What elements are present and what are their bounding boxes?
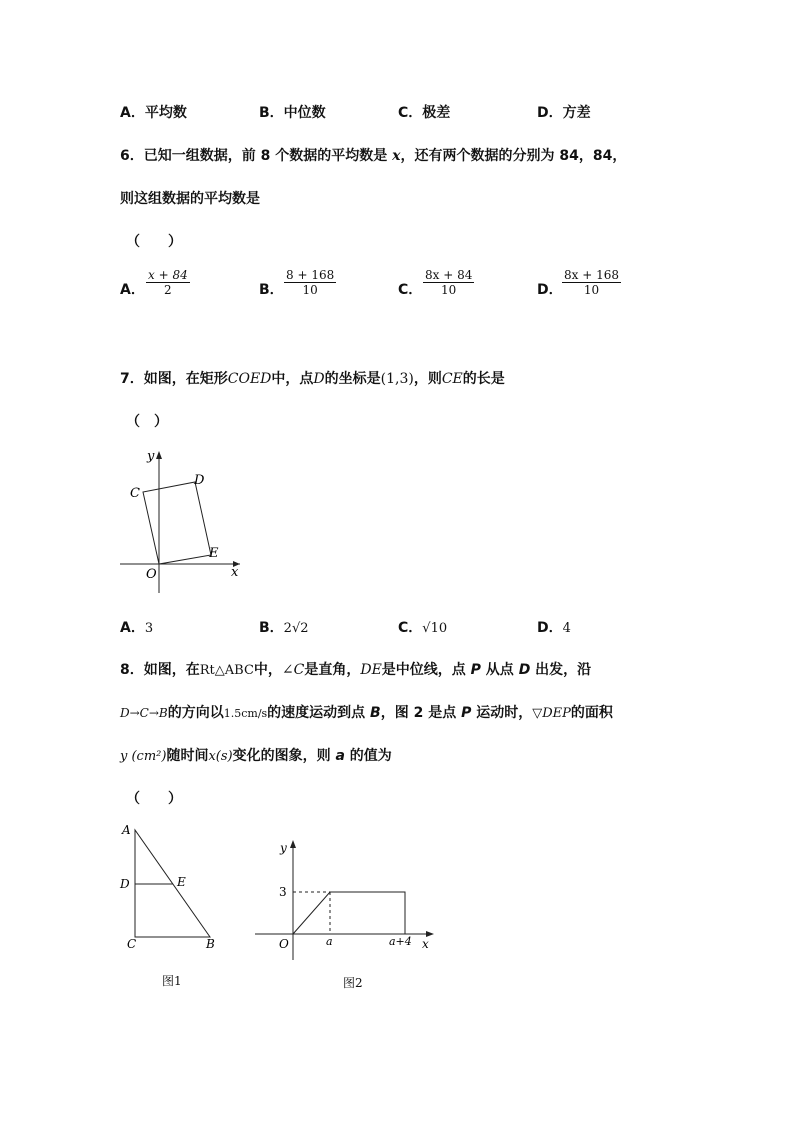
q8-fig2-label-y: y bbox=[280, 841, 287, 855]
q8-fig1-label-a: A bbox=[122, 823, 131, 837]
q6-stem-line1: 6．已知一组数据，前 8 个数据的平均数是 x，还有两个数据的分别为 84，84， bbox=[120, 148, 627, 164]
q8-fig1-label-d: D bbox=[120, 877, 130, 891]
q7-label-e: E bbox=[209, 546, 219, 561]
q8-figure2-caption: 图2 bbox=[343, 976, 363, 990]
q7-label-o: O bbox=[146, 567, 157, 582]
q8-stem-line2: D→C→B的方向以1.5cm/s的速度运动到点 B，图 2 是点 P 运动时，▽DEP的面积 bbox=[120, 705, 613, 721]
q7-option-a[interactable]: A．3 bbox=[120, 620, 154, 636]
q8-stem-line3: y (cm²)随时间x(s)变化的图象，则 a 的值为 bbox=[120, 748, 392, 764]
q5-option-d[interactable]: D．方差 bbox=[537, 105, 591, 121]
q7-figure bbox=[115, 445, 250, 595]
q7-rectangle bbox=[143, 482, 211, 564]
q8-fig1-label-e: E bbox=[177, 875, 186, 889]
q8-figure1-caption: 图1 bbox=[162, 974, 182, 988]
q6-answer-paren: （ ） bbox=[126, 234, 182, 250]
q6-option-d-fraction[interactable]: $\frac{8x + 168}{10}$ bbox=[564, 268, 619, 297]
q7-option-c[interactable]: C．√10 bbox=[398, 620, 448, 636]
q7-stem: 7．如图，在矩形COED中，点D的坐标是(1,3)，则CE的长是 bbox=[120, 371, 505, 387]
q5-option-c[interactable]: C．极差 bbox=[398, 105, 451, 121]
q8-fig2-label-x: x bbox=[422, 937, 429, 951]
q5-option-a[interactable]: A．平均数 bbox=[120, 105, 187, 121]
q5-option-b[interactable]: B．中位数 bbox=[259, 105, 326, 121]
q8-fig2-graph bbox=[293, 892, 405, 934]
q6-option-b-fraction[interactable]: $\frac{8 + 168}{10}$ bbox=[286, 268, 335, 297]
q7-label-x: x bbox=[231, 565, 239, 580]
q7-label-y: y bbox=[147, 449, 155, 464]
q6-option-a-label[interactable]: A． bbox=[120, 282, 145, 298]
q8-stem-line1: 8．如图，在Rt△ABC中，∠C是直角，DE是中位线，点 P 从点 D 出发，沿 bbox=[120, 662, 592, 678]
q8-fig2-label-a4: a+4 bbox=[389, 935, 412, 948]
q8-answer-paren: （ ） bbox=[126, 791, 182, 807]
q7-option-b[interactable]: B．2√2 bbox=[259, 620, 309, 636]
q8-fig1-label-c: C bbox=[127, 937, 137, 951]
q6-option-c-fraction[interactable]: $\frac{8x + 84}{10}$ bbox=[425, 268, 473, 297]
q6-option-c-label[interactable]: C． bbox=[398, 282, 423, 298]
q6-option-d-label[interactable]: D． bbox=[537, 282, 563, 298]
q7-label-d: D bbox=[194, 473, 205, 488]
q7-label-c: C bbox=[130, 486, 140, 501]
q8-figure2 bbox=[250, 832, 440, 962]
q8-figure1 bbox=[115, 820, 225, 955]
q8-fig1-label-b: B bbox=[206, 937, 215, 951]
q8-fig2-label-3: 3 bbox=[279, 885, 287, 899]
q8-fig2-label-a: a bbox=[326, 935, 333, 948]
q6-option-a-fraction[interactable]: $\frac{x + 84}{2}$ bbox=[148, 268, 188, 297]
q6-option-b-label[interactable]: B． bbox=[259, 282, 284, 298]
q8-fig2-label-o: O bbox=[279, 937, 289, 951]
q7-answer-paren: （ ） bbox=[126, 414, 168, 430]
q7-option-d[interactable]: D．4 bbox=[537, 620, 571, 636]
q6-stem-line2: 则这组数据的平均数是 bbox=[120, 191, 260, 207]
